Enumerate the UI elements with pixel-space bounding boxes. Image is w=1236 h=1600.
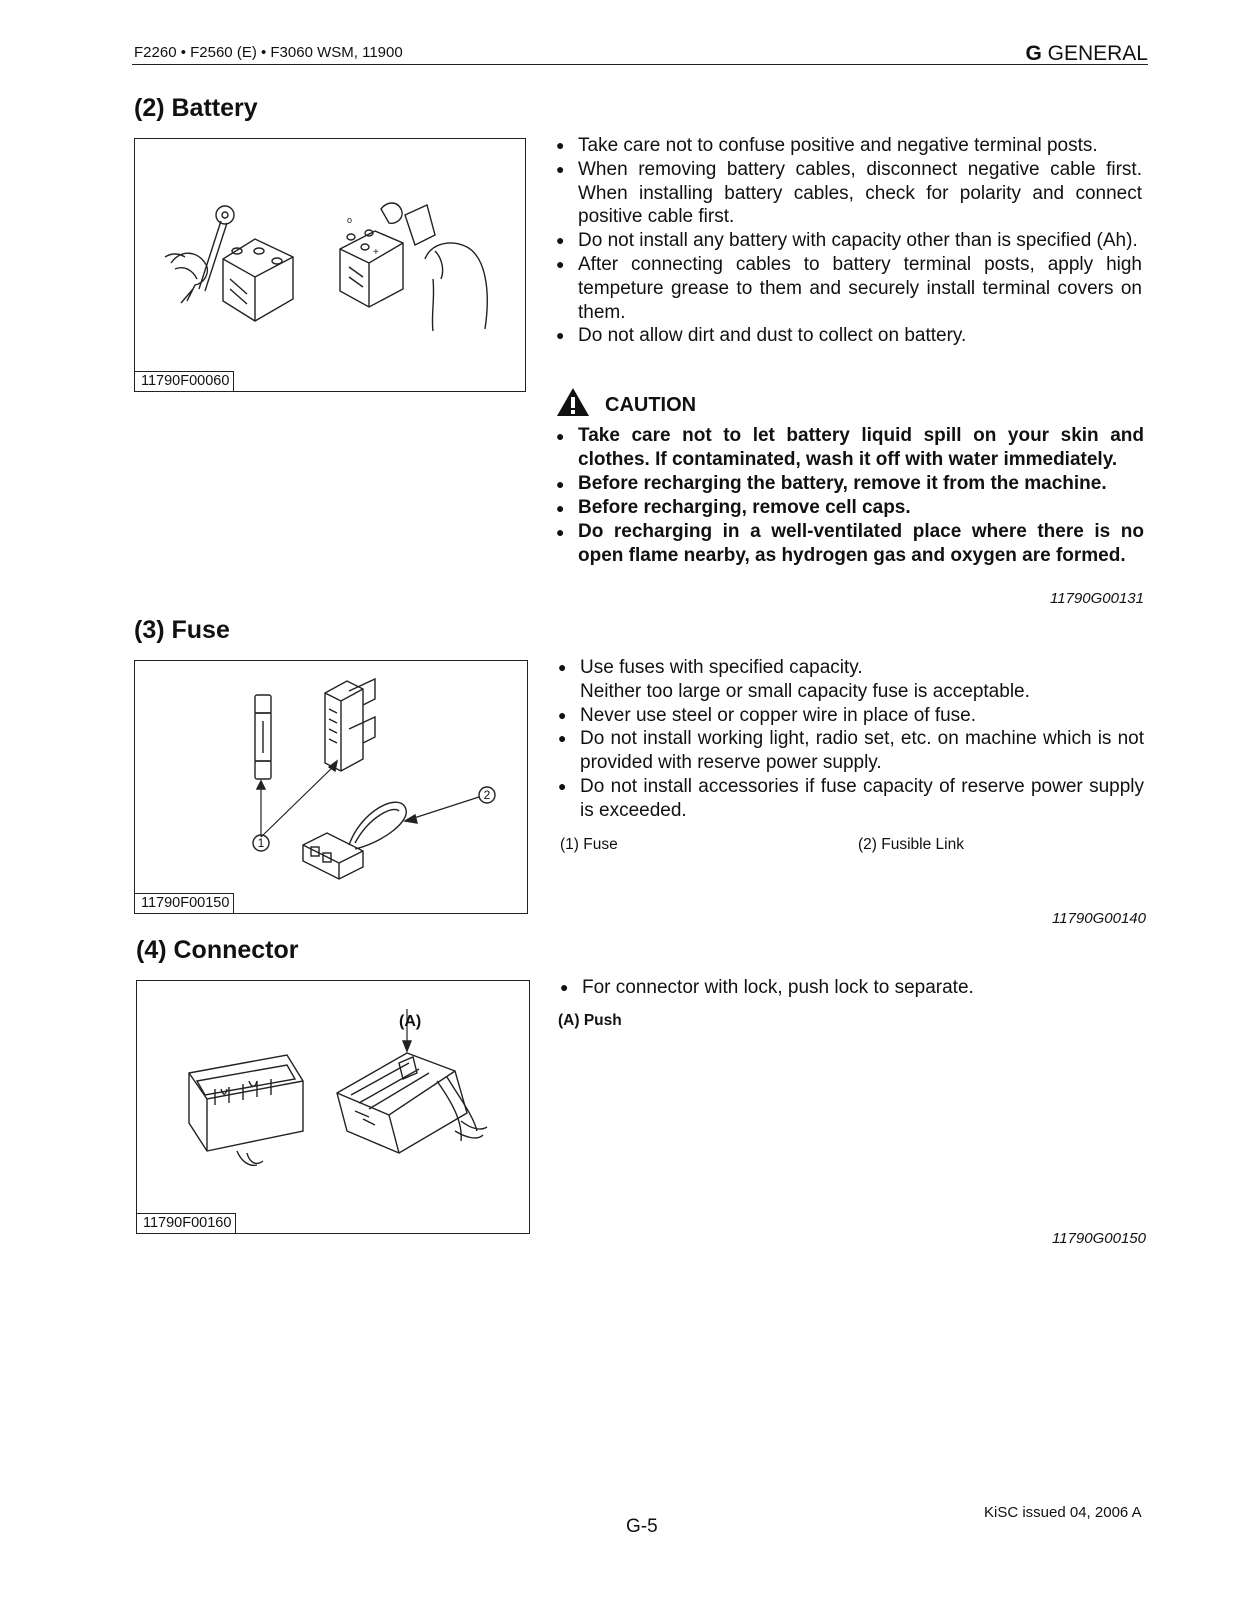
caution-label: CAUTION xyxy=(605,394,697,416)
page-number: G-5 xyxy=(626,1516,658,1537)
battery-illustration xyxy=(135,139,525,391)
fuse-legend-2: (2) Fusible Link xyxy=(858,836,964,853)
connector-figure-id: 11790F00160 xyxy=(137,1213,236,1233)
fuse-figure xyxy=(134,660,528,914)
connector-figure-label: (A) xyxy=(399,1013,422,1030)
connector-legend: (A) Push xyxy=(558,1012,622,1029)
fuse-callout-1: 1 xyxy=(257,836,265,850)
bullet-item: ● For connector with lock, push lock to separate. xyxy=(558,976,1146,1000)
bullet-item: ● Use fuses with specified capacity. Neither too large or small capacity fuse is acceptable. xyxy=(556,656,1144,704)
fuse-bullets xyxy=(556,656,1144,823)
caution-item: ● Do recharging in a well-ventilated place where there is no open flame nearby, as hydrogen gas and oxygen are formed. xyxy=(554,520,1144,568)
connector-ref-code: 11790G00150 xyxy=(1052,1230,1146,1247)
fuse-figure-id: 11790F00150 xyxy=(135,893,234,913)
battery-figure xyxy=(134,138,526,392)
bullet-item: ● Take care not to confuse positive and negative terminal posts. xyxy=(554,134,1142,158)
bullet-item: ● When removing battery cables, disconnect negative cable first. When installing battery cables, check for polarity and connect positive cable first. xyxy=(554,158,1142,229)
fuse-section-title: (3) Fuse xyxy=(134,616,230,644)
connector-figure xyxy=(136,980,530,1234)
connector-illustration xyxy=(137,981,529,1233)
caution-item: ● Before recharging, remove cell caps. xyxy=(554,496,1144,520)
fuse-legend-1: (1) Fuse xyxy=(560,836,618,853)
svg-text:+: + xyxy=(373,247,379,258)
bullet-item: ● After connecting cables to battery terminal posts, apply high tempeture grease to them and securely install terminal covers on them. xyxy=(554,253,1142,324)
fuse-illustration xyxy=(135,661,527,913)
connector-section-title: (4) Connector xyxy=(136,936,299,964)
caution-item: ● Before recharging the battery, remove it from the machine. xyxy=(554,472,1144,496)
header-section-name: GENERAL xyxy=(1047,42,1148,65)
header-rule xyxy=(132,64,1148,65)
battery-ref-code: 11790G00131 xyxy=(1050,590,1144,607)
bullet-item: ● Do not install any battery with capacity other than is specified (Ah). xyxy=(554,229,1142,253)
header-section xyxy=(1025,42,1148,66)
caution-item: ● Take care not to let battery liquid spill on your skin and clothes. If contaminated, wash it off with water immediately. xyxy=(554,424,1144,472)
fuse-callout-2: 2 xyxy=(483,788,491,802)
caution-bullets xyxy=(554,424,1144,568)
bullet-item: ● Do not install accessories if fuse capacity of reserve power supply is exceeded. xyxy=(556,775,1144,823)
warning-triangle-icon xyxy=(556,386,590,418)
caution-heading xyxy=(556,386,856,418)
battery-section-title: (2) Battery xyxy=(134,94,258,122)
fuse-ref-code: 11790G00140 xyxy=(1052,910,1146,927)
battery-figure-id: 11790F00060 xyxy=(135,371,234,391)
header-model-info: F2260 • F2560 (E) • F3060 WSM, 11900 xyxy=(134,44,403,61)
connector-bullets xyxy=(558,976,1146,1000)
svg-text:o: o xyxy=(347,215,353,225)
bullet-item: ● Do not install working light, radio set, etc. on machine which is not provided with reserve power supply. xyxy=(556,727,1144,775)
battery-bullets xyxy=(554,134,1142,348)
bullet-item: ● Never use steel or copper wire in place of fuse. xyxy=(556,704,1144,728)
bullet-item: ● Do not allow dirt and dust to collect on battery. xyxy=(554,324,1142,348)
header-section-letter: G xyxy=(1025,42,1042,65)
issue-info: KiSC issued 04, 2006 A xyxy=(984,1504,1142,1521)
